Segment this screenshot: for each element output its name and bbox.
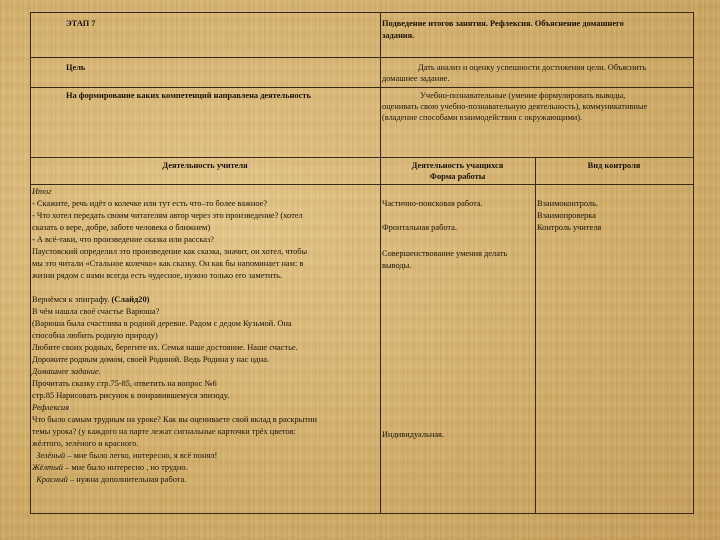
teacher-line: Дорожите родным домом, своей Родиной. Ведь Родина у нас одна.: [32, 355, 270, 364]
teacher-line-red-card: Красный – нужна дополнительная работа.: [36, 475, 187, 484]
teacher-line: темы урока? (у каждого на парте лежат сигнальные карточки трёх цветов:: [32, 427, 296, 436]
teacher-line: - Скажите, речь идёт о колечке или тут есть что–то более важное?: [32, 199, 268, 208]
teacher-line-homework-heading: Домашнее задание.: [32, 367, 101, 376]
control-line: Контроль учителя: [537, 223, 602, 232]
teacher-line: (Варюша была счастлива в родной деревне. Радом с дедом Кузьмой. Она: [32, 319, 292, 328]
teacher-line: - А всё-таки, что произведение сказка или рассказ?: [32, 235, 215, 244]
teacher-line: - Что хотел передать своим читателям автор через это произведение? (хотел: [32, 211, 303, 220]
control-line: Взаимоконтроль.: [537, 199, 599, 208]
header-control-type: Вид контроля: [587, 161, 641, 170]
lesson-plan-table: [30, 12, 694, 514]
teacher-line: Прочитать сказку стр.75-85, ответить на вопрос №6: [32, 379, 217, 388]
stage-title-line: Подведение итогов занятия. Рефлексия. Объяснение домашнего: [382, 19, 624, 28]
competencies-text-line: оценивать свою учебно-познавательную деятельность), коммуникативные: [382, 102, 648, 111]
header-work-form: Форма работы: [429, 172, 486, 181]
competencies-label: На формирование каких компетенций направлена деятельность: [66, 91, 311, 100]
teacher-line-summary: Итог: [32, 187, 52, 196]
teacher-line-yellow-card: Жёлтый – мне было интересно , но трудно.: [32, 463, 188, 472]
students-form-line: Совершенствование умения делать: [382, 249, 508, 258]
stage-label: ЭТАП 7: [66, 19, 96, 28]
teacher-line: жизни рядом с нами всегда есть чудесное, нужно только его заметить.: [32, 271, 283, 280]
stage-title-line: задания.: [382, 31, 415, 40]
goal-text-line: домашнее задание.: [382, 74, 450, 83]
teacher-line: способна любить родную природу): [32, 331, 158, 340]
teacher-line: сказать о вере, добре, заботе человека о ближнем): [32, 223, 211, 232]
students-form-line: Частично-поисковая работа.: [382, 199, 483, 208]
header-students-activity: Деятельность учащихся: [411, 161, 504, 170]
teacher-line: Паустовский определил это произведение как сказка, значит, он хотел, чтобы: [32, 247, 308, 256]
goal-label: Цель: [66, 63, 86, 72]
students-form-line: выводы.: [382, 261, 412, 270]
teacher-line-reflection-heading: Рефлексия: [32, 403, 70, 412]
teacher-line: В чём нашла своё счастье Варюша?: [32, 307, 160, 316]
teacher-line: Любите своих родных, берегите их. Семья наше достояние. Наше счастье.: [32, 343, 298, 352]
teacher-line: жёлтого, зелёного и красного.: [32, 439, 139, 448]
teacher-line-epigraph: Вернёмся к эпиграфу. (Слайд20): [32, 295, 150, 304]
students-form-line: Фронтальная работа.: [382, 223, 457, 232]
teacher-line-green-card: Зелёный – мне было легко, интересно, я всё понял!: [36, 451, 218, 460]
control-line: Взаимопроверка: [537, 211, 596, 220]
students-form-line: Индивидуальная.: [382, 430, 444, 439]
header-teacher-activity: Деятельность учителя: [162, 161, 248, 170]
teacher-line: мы это читали «Стальное колечко» как сказку. Он как бы напоминает нам: в: [32, 259, 304, 268]
teacher-line: Что было самым трудным на уроке? Как вы оцениваете свой вклад в раскрытии: [32, 415, 317, 424]
competencies-text-line: (владение способами взаимодействия с окружающими).: [382, 113, 583, 122]
teacher-line: стр.85 Нарисовать рисунок к понравившемуся эпизоду.: [32, 391, 230, 400]
competencies-text-line: Учебно-познавательные (умение формулировать выводы,: [420, 91, 626, 100]
goal-text-line: Дать анализ и оценку успешности достижения цели. Объяснить: [418, 63, 647, 72]
